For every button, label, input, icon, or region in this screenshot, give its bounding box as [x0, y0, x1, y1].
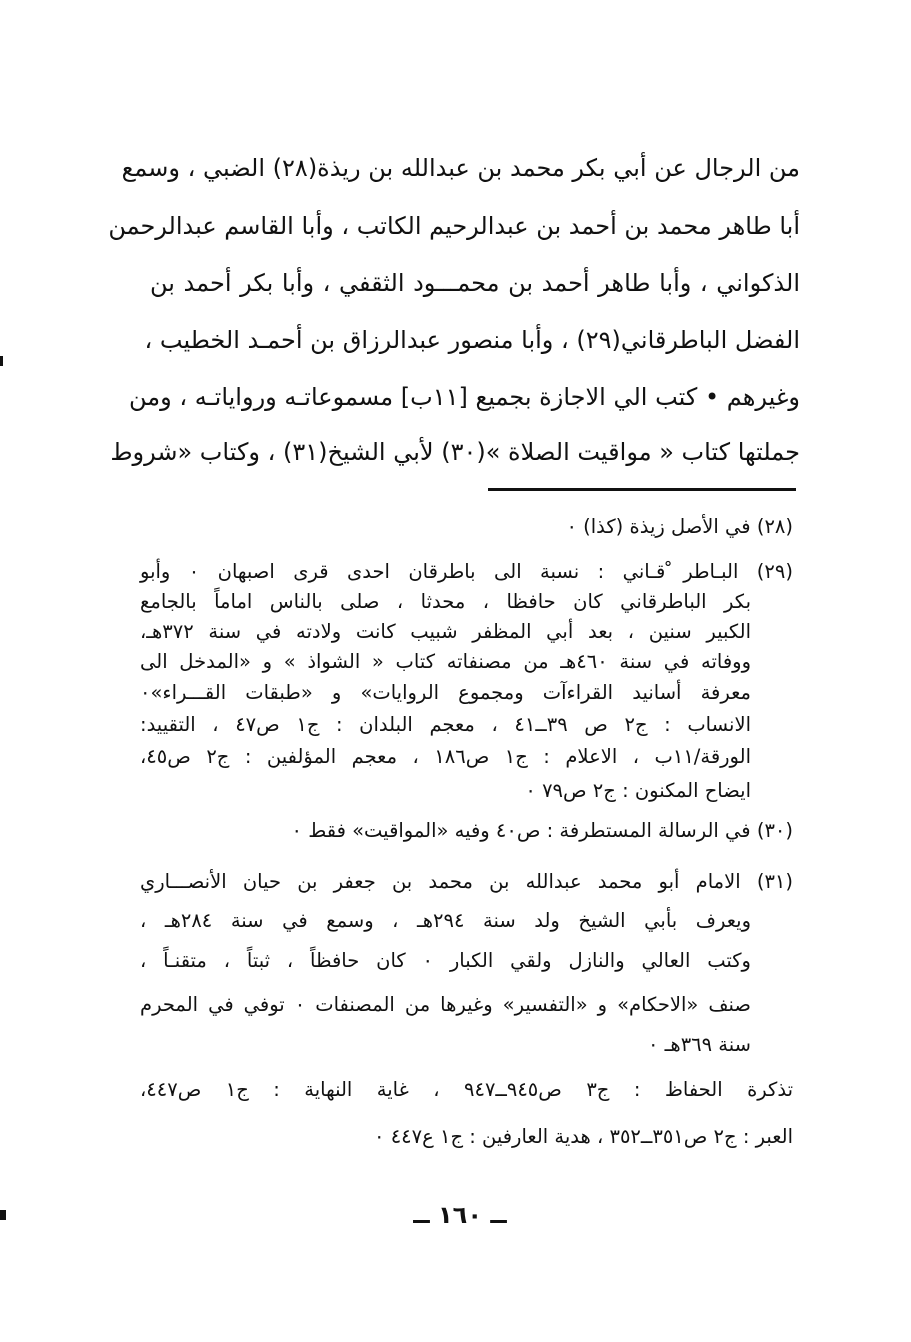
footnote-31-line: سنة ٣٦٩هـ ٠ — [648, 1033, 751, 1056]
page-number: ــ ١٦٠ ــ — [413, 1201, 507, 1229]
body-line: جملتها كتاب « مواقيت الصلاة »(٣٠) لأبي الشيخ(٣١) ، وكتاب «شروط — [110, 438, 800, 466]
footnote-31-line: العبر : ج٢ ص٣٥١ــ٣٥٢ ، هدية العارفين : ج١ ع٤٤٧ ٠ — [374, 1125, 793, 1148]
footnote-29-line: معرفة أسانيد القراءآت ومجموع الروايات» و «طبقات القـــراء»٠ — [140, 681, 751, 704]
footnote-separator — [488, 488, 796, 491]
footnote-29-line: الورقة/١١ب ، الاعلام : ج١ ص١٨٦ ، معجم المؤلفين : ج٢ ص٤٥، — [140, 745, 751, 768]
footnote-29-line: ايضاح المكنون : ج٢ ص٧٩ ٠ — [525, 779, 751, 802]
footnote-31-line: (٣١) الامام أبو محمد عبدالله بن محمد بن جعفر بن حيان الأنصـــاري — [140, 870, 793, 893]
footnote-31-line: وكتب العالي والنازل ولقي الكبار ٠ كان حافظاً ، ثبتاً ، متقنـاً ، — [140, 949, 751, 972]
scan-mark — [0, 356, 3, 366]
footnote-31-line: ويعرف بأبي الشيخ ولد سنة ٢٩٤هـ ، وسمع في سنة ٢٨٤هـ ، — [140, 909, 751, 932]
footnote-28: (٢٨) في الأصل زيذة (كذا) ٠ — [566, 515, 793, 538]
body-line: الذكواني ، وأبا طاهر أحمد بن محمـــود الثقفي ، وأبا بكر أحمد بن — [150, 269, 800, 297]
footnote-29-line: ووفاته في سنة ٤٦٠هـ من مصنفاته كتاب « الشواذ » و «المدخل الى — [140, 650, 752, 673]
body-line: من الرجال عن أبي بكر محمد بن عبدالله بن ريذة(٢٨) الضبي ، وسمع — [121, 154, 800, 182]
footnote-29-line: الانساب : ج٢ ص ٣٩ــ٤١ ، معجم البلدان : ج١ ص٤٧ ، التقييد: — [140, 713, 751, 736]
footnote-29-line: (٢٩) البـاطر ْقـاني : نسبة الى باطرقان احدى قرى اصبهان ٠ وأبو — [140, 560, 793, 583]
footnote-31-line: صنف «الاحكام» و «التفسير» وغيرها من المصنفات ٠ توفي في المحرم — [140, 993, 751, 1016]
body-line: الفضل الباطرقاني(٢٩) ، وأبا منصور عبدالرزاق بن أحمـد الخطيب ، — [144, 326, 800, 354]
footnote-29-line: بكر الباطرقاني كان حافظا ، محدثا ، صلى بالناس اماماً بالجامع — [140, 590, 751, 613]
footnote-30: (٣٠) في الرسالة المستطرفة : ص٤٠ وفيه «المواقيت» فقط ٠ — [291, 819, 793, 842]
body-line: وغيرهم • كتب الي الاجازة بجميع [١١ب] مسموعاتـه ورواياتـه ، ومن — [129, 383, 800, 411]
body-line: أبا طاهر محمد بن أحمد بن عبدالرحيم الكاتب ، وأبا القاسم عبدالرحمن — [108, 212, 800, 240]
footnote-29-line: الكبير سنين ، بعد أبي المظفر شبيب كانت ولادته في سنة ٣٧٢هـ، — [140, 620, 751, 643]
footnote-31-line: تذكرة الحفاظ : ج٣ ص٩٤٥ــ٩٤٧ ، غاية النهاية : ج١ ص٤٤٧، — [140, 1078, 793, 1101]
scan-mark — [0, 1210, 6, 1220]
